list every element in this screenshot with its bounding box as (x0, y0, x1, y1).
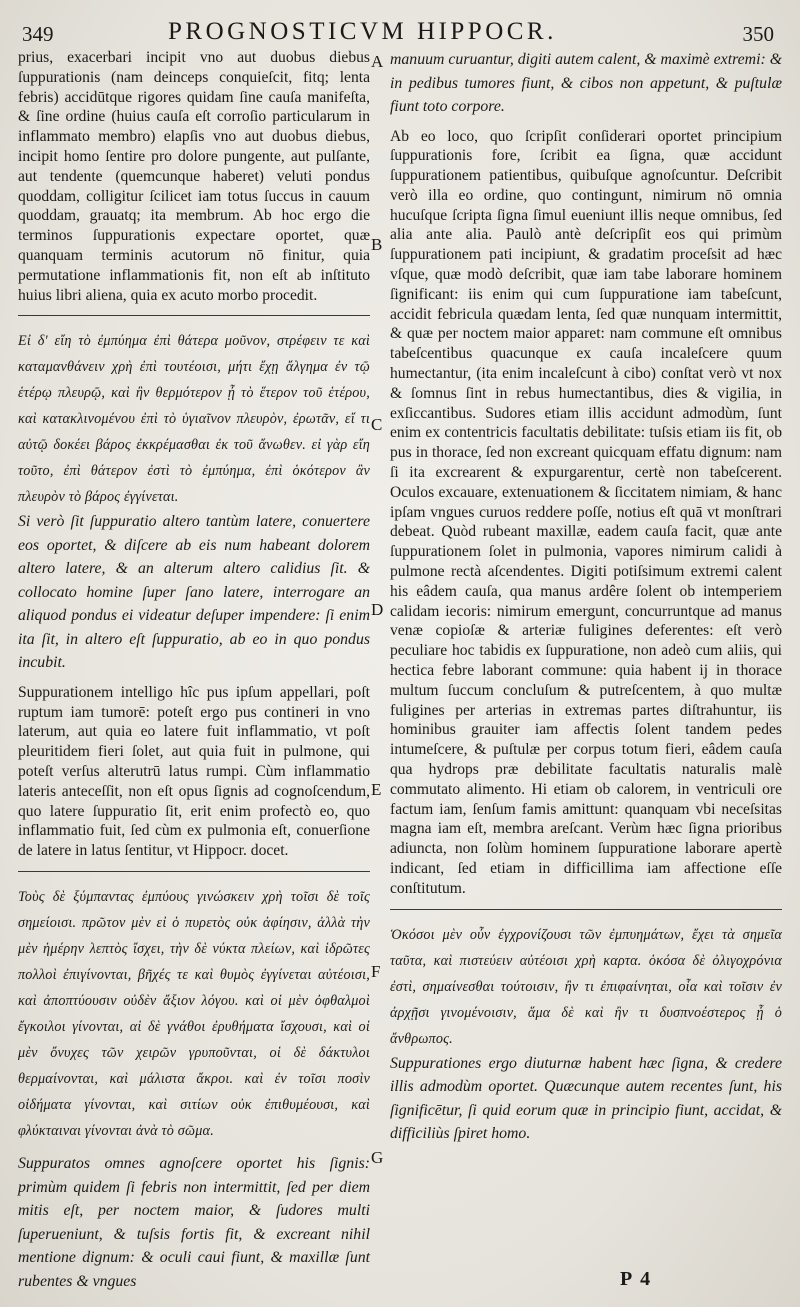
margin-letter-d: D (371, 600, 384, 619)
translation-block: manuum curuantur, digiti autem calent, & maximè extremi: & in pedibus tumores fiunt, & cibos non appetunt, & puſtulæ fiunt toto corpore. (390, 51, 782, 115)
margin-letter-b: B (371, 235, 383, 254)
translation-block: Suppurationes ergo diuturnæ habent hæc ſigna, & credere illis admodùm oportet. Quæcunque autem recentes ſunt, his ſignificētur, ſi quid eorum quæ in principio fiunt, accidat, & difficiliùs ſpiret homo. (390, 1054, 782, 1143)
page-number-left: 349 (22, 22, 54, 46)
margin-letter-e: E (371, 780, 382, 799)
section-rule (18, 315, 370, 316)
signature-mark: P 4 (620, 1268, 653, 1290)
commentary-block: Suppurationem intelligo hîc pus ipſum appellari, poſt ruptum iam tumorē: poteſt ergo pus contineri in vno laterum, aut quia eo latere fuit inflammatio, vt poſt pleuritidem fieri ſolet, aut quia fuit in pulmone, qui poteſt verſus alterutrū latus rumpi. Cùm inflammatio lateris anteceſſit, non eſt opus ſignis ad cognoſcendum, quo latere ſuppuratio ſit, erit enim profectò eo, quo inflammatio fuit, ſed cùm ex pulmonia eſt, conuerſione de latere in latus ſentitur, vt Hippocr. docet. (18, 683, 370, 860)
running-title: PROGNOSTICVM HIPPOCR. (168, 18, 557, 45)
translation-block: Suppuratos omnes agnoſcere oportet his ſignis: primùm quidem ſi febris non intermittit, ſed per diem mitis eſt, per noctem maior, & ſudores multi ſuperueniunt, & tuſsis fortis fit, & excreant nihil mentione dignum: & oculi caui fiunt, & maxillæ ſunt rubentes & vngues (18, 1155, 370, 1290)
commentary-block: prius, exacerbari incipit vno aut duobus diebus ſuppurationis (nam deinceps conquieſcit, fitq; lenta febris) accidūtque rigores quidam ſine cauſa manifeſta, & ſine ordine (huius cauſa eſt corroſio particularum in inflammato membro) elapſis vno aut duobus diebus, incipit homo ſentire pro dolore pungente, aut pulſante, aut tendente (quemcunque haberet) veluti pondus quoddam, colligitur ſcilicet iam totus ſuccus in cauum quoddam, grauatq; ita membrum. Ab hoc ergo die terminos ſuppurationis expectare oportet, quæ quanquam terminis acutorum nō finitur, quia permutatione inflammationis fit, non eſt ab inſtituto huius libri aliena, quia ex acuto morbo procedit. (18, 49, 370, 304)
greek-text-block: Ὁκόσοι μὲν οὖν ἐγχρονίζουσι τῶν ἐμπυημάτων, ἔχει τὰ σημεῖα ταῦτα, καὶ πιστεύειν αὐτέοισι χρὴ καρτα. ὁκόσα δὲ ὀλιγοχρόνια ἐστὶ, σημαίνεσθαι τούτοισιν, ἢν τι ἐπιφαίνηται, οἷα καὶ τοῖσιν ἐν ἀρχῇσι γινομένοισιν, ἅμα δὲ καὶ ἢν τι δυσπνοέστερος ᾖ ὁ ἄνθρωπος. (390, 926, 782, 1047)
page-number-right: 350 (742, 22, 774, 46)
right-column (390, 48, 782, 1146)
greek-text-block: Εἰ δ' εἴη τὸ ἐμπύημα ἐπὶ θάτερα μοῦνον, στρέφειν τε καὶ καταμανθάνειν χρὴ ἐπὶ τουτέοισι, μήτι ἔχῃ ἄλγημα ἐν τῷ ἑτέρῳ πλευρῷ, καὶ ἢν θερμότερον ᾖ τὸ ἕτερον τοῦ ἑτέρου, καὶ κατακλινομένου ἐπὶ τὸ ὑγιαῖνον πλευρὸν, ἐρωτᾶν, εἴ τι αὐτῷ δοκέει βάρος ἐκκρέμασθαι ἐκ τοῦ ἄνωθεν. εἰ γὰρ εἴη τοῦτο, ἐπὶ θάτερον ἐστὶ τὸ ἐμπύημα, ἐπὶ ὁκότερον ἂν πλευρὸν τὸ βάρος ἐγγίνεται. (18, 333, 370, 506)
margin-letter-c: C (371, 415, 383, 434)
translation-block: Si verò ſit ſuppuratio altero tantùm latere, conuertere eos oportet, & diſcere ab eis num habeant dolorem altero latere, & an alterum altero calidius ſit. & collocato homine ſuper ſano latere, interrogare an aliquod pondus ei videatur deſuper impendere: ſi enim ita ſit, in altero eſt ſuppuratio, ab eo in quo pondus incubit. (18, 513, 370, 672)
section-rule (18, 871, 370, 872)
margin-letter-f: F (371, 962, 381, 981)
commentary-block: Ab eo loco, quo ſcripſit conſiderari oportet principium ſuppurationis fore, ſcribit ea ſigna, quæ accidunt ſuppurationem patientibus, quibuſque agnoſcuntur. Deſcribit verò illa eo ordine, quo contingunt, nimirum nō omnia hucuſque ſcripta ſigna ſimul eueniunt illis neque omnibus, ſed alia ante alia. Paulò antè deſcripſit eos qui primùm ſuppurationem pati incipiunt, & gradatim proceſsit ad hæc vſque, quæ modò deſcribit, quæ iam tabe laborare hominem ſignificant: iis enim qui cum ſuppuratione iam tabeſcunt, accidit febricula quædam lenta, ſed quæ nunquam intermittit, & quæ per noctem maior apparet: nam commune eſt omnibus tabeſcentibus quacunque ex cauſa incaleſcere quum humectantur, (ita enim incaleſcunt à cibo) conſtat verò vt nox & ſomnus ſint in rebus humectantibus, dies & vigilia, in exſiccantibus. Sudores etiam illis accidunt admodùm, ſunt enim ex contentricis facultatis debilitate: tuſsis etiam iis fit, ob pus in thorace, ſed non excreant quicquam effatu dignum: nam ſi ita excrearent & expurgarentur, certè non tabeſcerent. Oculos excauare, extenuationem & ſiccitatem nimiam, & hanc ipſam vngues curuos reddere poſſe, notius eſt quā vt monſtrari debeat. Quòd rubeant maxillæ, eadem cauſa facit, quæ ante ſuppurationem ſolet in pulmonia, vapores nimirum calidi à pulmone rectà aſcendentes. Digiti potiſsimum extremi calent his eâdem cauſa, qua manus ardêre ſolent ob intemperiem calidam iecoris: nimirum emergunt, concurruntque ad manus venæ copioſæ & arteriæ fuligines deferentes: eſt verò peculiare hoc tabidis ex ſuppuratione, non adeò cum aliis, qui hectica febre laborant commune: quia habent ij in thorace multum ſuccum concluſum & putreſcentem, à quo multæ fuligines per arterias in extremas partes diſtrahuntur, iis hominibus grauiter iam affectis ſolent tandem pedes intumeſcere, & puſtulæ per corpus totum fieri, eâdem cauſa qua hydrops præ debilitate facultatis naturalis malè commutato alimento. Hi etiam ob calorem, in ventriculi ore factum iam, ſenſum famis amittunt: quanquam vbi neceſsitas magna iam eſt, membra areſcant. Verùm hæc ſigna prioribus adiuncta, non ſolùm hominem ſuppuratione laborare apertè indicant, ſed etiam in difficillima iam affectione eſſe conſtitutum. (390, 127, 782, 897)
greek-text-block: Τοὺς δὲ ξύμπαντας ἐμπύους γινώσκειν χρὴ τοῖσι δὲ τοῖς σημείοισι. πρῶτον μὲν εἰ ὁ πυρετὸς οὐκ ἀφίησιν, ἀλλὰ τὴν μὲν ἡμέρην λεπτὸς ἴσχει, τὴν δὲ νύκτα πλείων, καὶ ἱδρῶτες πολλοὶ ἐπιγίνονται, βῆχές τε καὶ θυμὸς ἐγγίνεται αὐτέοισι, καὶ ἀποπτύουσιν οὐδὲν ἄξιον λόγου. καὶ οἱ μὲν ὀφθαλμοὶ ἔγκοιλοι γίνονται, αἱ δὲ γνάθοι ἐρυθήματα ἴσχουσι, καὶ οἱ μὲν ὄνυχες τῶν χειρῶν γρυποῦνται, οἱ δὲ δάκτυλοι θερμαίνονται, καὶ μάλιστα ἄκροι. καὶ ἐν τοῖσι ποσὶν οἰδήματα γίνονται, καὶ σιτίων οὐκ ἐπιθυμέουσι, καὶ φλύκταιναι γίνονται ἀνὰ τὸ σῶμα. (18, 889, 370, 1140)
section-rule (390, 909, 782, 910)
running-header (0, 18, 800, 52)
margin-letter-g: G (371, 1148, 384, 1167)
margin-letter-a: A (371, 52, 384, 71)
left-column (18, 48, 370, 1293)
